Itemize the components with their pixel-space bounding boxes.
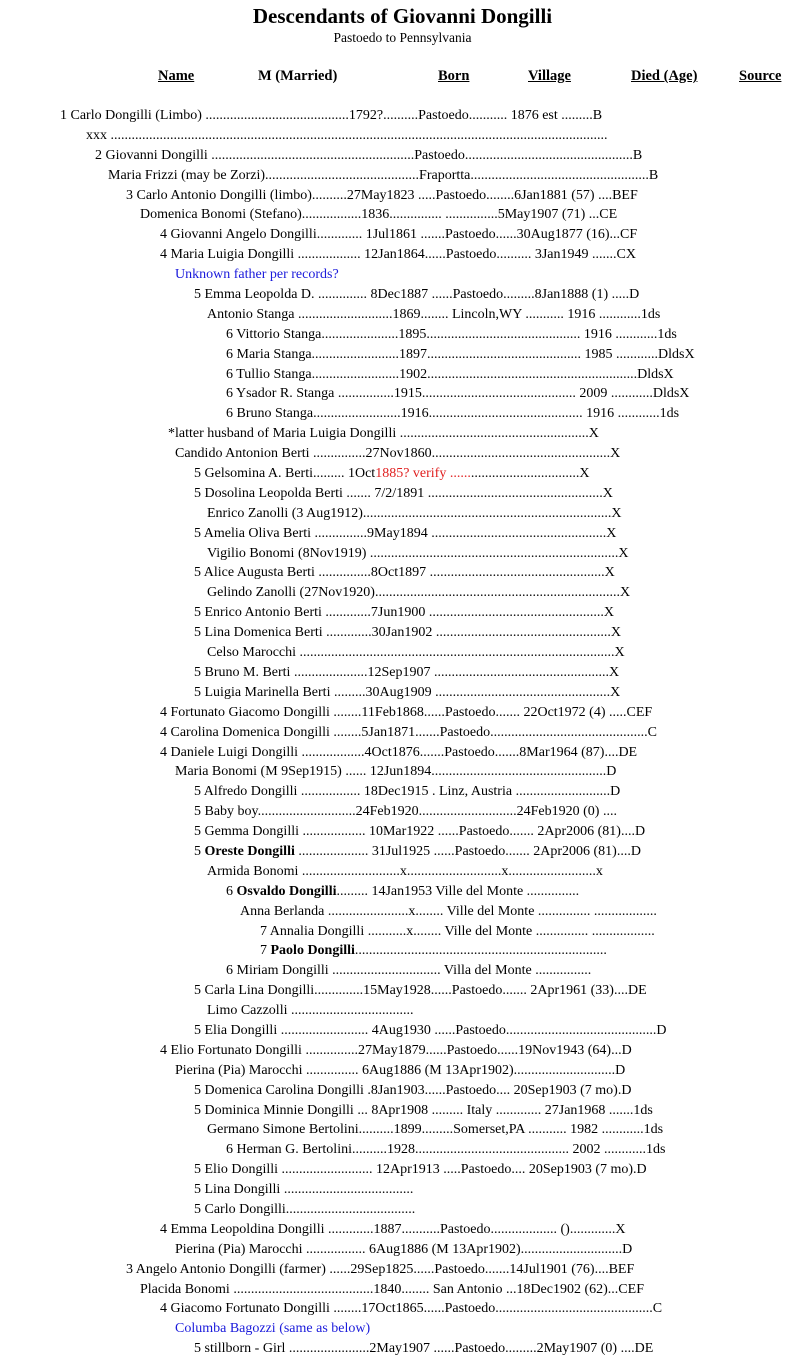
entry-text	[194, 981, 647, 1001]
entry-prefix: 5 Baby boy............................24Feb1920............................24Feb1920 (0) ....	[194, 804, 617, 820]
entry-prefix: Pierina (Pia) Marocchi ................. 6Aug1886 (M 13Apr1902).............................D	[175, 1241, 633, 1257]
entry-prefix: 3 Angelo Antonio Dongilli (farmer) ......29Sep1825......Pastoedo.......14Jul1901 (76)....BEF	[126, 1261, 635, 1277]
table-row	[0, 842, 805, 862]
entry-text	[194, 563, 615, 583]
entry-prefix: 6 Vittorio Stanga......................1895............................................ 1916 ............1ds	[226, 326, 677, 342]
table-row	[0, 345, 805, 365]
entry-prefix: Anna Berlanda .......................x........ Ville del Monte ............... ..................	[240, 903, 657, 919]
entry-prefix: 5 Emma Leopolda D. .............. 8Dec1887 ......Pastoedo.........8Jan1888 (1) .....D	[194, 287, 640, 303]
entry-prefix: 5 Bruno M. Berti .....................12Sep1907 ..................................................X	[194, 664, 620, 680]
table-row	[0, 106, 805, 126]
entry-prefix: 3 Carlo Antonio Dongilli (limbo)..........27May1823 .....Pastoedo........6Jan1881 (57) ....BEF	[126, 187, 638, 203]
document-title: Descendants of Giovanni Dongilli	[252, 4, 553, 28]
table-row	[0, 922, 805, 942]
entry-prefix: 5 Lina Domenica Berti .............30Jan1902 ..................................................X	[194, 625, 621, 641]
entry-text	[194, 1180, 413, 1200]
table-row	[0, 563, 805, 583]
table-row	[0, 703, 805, 723]
entry-text	[194, 1339, 653, 1359]
entry-prefix: 5 Dosolina Leopolda Berti ....... 7/2/1891 ..................................................X	[194, 485, 613, 501]
table-row	[0, 1299, 805, 1319]
table-row	[0, 1041, 805, 1061]
entry-prefix: 6 Maria Stanga.........................1897............................................ 1985 ............DldsX	[226, 346, 695, 362]
entry-text	[160, 225, 637, 245]
entry-prefix: 6 Miriam Dongilli ............................... Villa del Monte ................	[226, 963, 592, 979]
entry-text	[207, 862, 603, 882]
entry-text	[160, 1220, 625, 1240]
entry-prefix: 5 Carlo Dongilli.....................................	[194, 1201, 416, 1217]
entry-prefix: 5 Gemma Dongilli .................. 10Mar1922 ......Pastoedo....... 2Apr2006 (81)....D	[194, 824, 646, 840]
entry-suffix: ...............................X	[470, 466, 590, 482]
entry-text	[126, 1260, 634, 1280]
table-row	[0, 1339, 805, 1359]
entry-prefix: Limo Cazzolli ...................................	[207, 1003, 414, 1019]
entry-prefix: Domenica Bonomi (Stefano).................1836............... ...............5May1907 (71) ...CE	[140, 207, 618, 223]
entry-text	[226, 325, 677, 345]
table-row	[0, 1280, 805, 1300]
entry-text	[194, 484, 613, 504]
entry-text	[194, 603, 614, 623]
entry-text	[194, 623, 621, 643]
table-row	[0, 1220, 805, 1240]
table-row	[0, 166, 805, 186]
table-row	[0, 782, 805, 802]
table-row	[0, 524, 805, 544]
entry-bold-name: Osvaldo Dongilli	[236, 883, 337, 899]
table-row	[0, 583, 805, 603]
entry-bold-name: Paolo Dongilli	[270, 943, 355, 959]
table-row	[0, 146, 805, 166]
entry-prefix: 6 Herman G. Bertolini..........1928............................................ 2002 ............1ds	[226, 1142, 666, 1158]
entry-text	[194, 842, 641, 862]
entry-text	[175, 1319, 370, 1339]
table-row	[0, 265, 805, 285]
entry-text	[175, 762, 616, 782]
entry-prefix: Germano Simone Bertolini..........1899.........Somerset,PA ........... 1982 ............1ds	[207, 1122, 664, 1138]
table-row	[0, 1081, 805, 1101]
table-row	[0, 205, 805, 225]
entry-prefix: 7 Annalia Dongilli ...........x........ Ville del Monte ............... ..................	[260, 923, 655, 939]
table-row	[0, 1200, 805, 1220]
table-row	[0, 1101, 805, 1121]
table-row	[0, 424, 805, 444]
entry-prefix: Celso Marocchi ..........................................................................................X	[207, 645, 625, 661]
entry-text	[207, 1001, 413, 1021]
entry-text	[194, 822, 645, 842]
entry-prefix: 6 Bruno Stanga.........................1916............................................ 1916 ............1ds	[226, 406, 680, 422]
entry-prefix: 6 Tullio Stanga.........................1902............................................................DldsX	[226, 366, 674, 382]
entry-text	[175, 1240, 632, 1260]
entry-prefix: 5 Elio Dongilli .......................... 12Apr1913 .....Pastoedo.... 20Sep1903 (7 mo).D	[194, 1162, 647, 1178]
table-row	[0, 404, 805, 424]
table-row	[0, 822, 805, 842]
table-row	[0, 464, 805, 484]
entry-prefix: Placida Bonomi ........................................1840........ San Antonio ...18Dec1902 (62)...CEF	[140, 1281, 644, 1297]
entry-prefix: 5 Carla Lina Dongilli..............15May1928......Pastoedo....... 2Apr1961 (33)....DE	[194, 983, 647, 999]
entry-prefix: xxx ..............................................................................................................................................	[86, 127, 608, 143]
header-married: M (Married)	[258, 68, 338, 84]
table-row	[0, 325, 805, 345]
header-born: Born	[438, 68, 470, 84]
entry-text	[226, 961, 591, 981]
entry-text	[175, 444, 620, 464]
table-row	[0, 245, 805, 265]
entry-text	[95, 146, 642, 166]
header-source: Source	[739, 68, 782, 84]
table-row	[0, 663, 805, 683]
entry-flag: 1885? verify ......	[375, 466, 471, 482]
table-row	[0, 981, 805, 1001]
entry-prefix: 5 Elia Dongilli ......................... 4Aug1930 ......Pastoedo...........................................D	[194, 1022, 667, 1038]
entry-text	[194, 1101, 653, 1121]
table-row	[0, 444, 805, 464]
entry-prefix: 5 Alice Augusta Berti ...............8Oct1897 ..................................................X	[194, 565, 615, 581]
table-row	[0, 1260, 805, 1280]
table-row	[0, 285, 805, 305]
entry-text	[86, 126, 608, 146]
table-row	[0, 623, 805, 643]
entry-prefix: Armida Bonomi ............................x...........................x.........................x	[207, 863, 603, 879]
entry-text	[226, 882, 579, 902]
entry-bold-name: Oreste Dongilli	[204, 843, 295, 859]
entry-text	[226, 345, 695, 365]
entry-text	[60, 106, 602, 126]
table-row	[0, 1061, 805, 1081]
table-row	[0, 1160, 805, 1180]
entry-text	[260, 922, 655, 942]
entry-text	[207, 583, 630, 603]
entry-prefix: 4 Daniele Luigi Dongilli ..................4Oct1876.......Pastoedo.......8Mar1964 (87)....DE	[160, 744, 638, 760]
entry-text	[160, 1041, 632, 1061]
entry-prefix: 5 Dominica Minnie Dongilli ... 8Apr1908 ......... Italy ............. 27Jan1968 .......1ds	[194, 1102, 653, 1118]
entry-prefix: 2 Giovanni Dongilli ..........................................................Pastoedo................................................B	[95, 147, 643, 163]
entry-text	[140, 205, 617, 225]
entry-prefix: 6	[226, 883, 237, 899]
entry-suffix: .................... 31Jul1925 ......Pastoedo....... 2Apr2006 (81)....D	[294, 843, 641, 859]
entry-text	[126, 186, 638, 206]
entry-text	[207, 643, 625, 663]
entry-prefix: Columba Bagozzi (same as below)	[175, 1321, 371, 1337]
entry-text	[160, 1299, 662, 1319]
table-row	[0, 802, 805, 822]
entry-prefix: 4 Emma Leopoldina Dongilli .............1887...........Pastoedo................... ().............X	[160, 1221, 626, 1237]
table-row	[0, 743, 805, 763]
entry-prefix: 5	[194, 843, 205, 859]
table-row	[0, 504, 805, 524]
entry-text	[160, 723, 657, 743]
entry-prefix: 4 Giacomo Fortunato Dongilli ........17Oct1865......Pastoedo.............................................C	[160, 1301, 663, 1317]
entry-text	[194, 802, 617, 822]
entry-text	[108, 166, 658, 186]
table-row	[0, 643, 805, 663]
table-row	[0, 1180, 805, 1200]
entry-text	[207, 305, 660, 325]
entry-text	[194, 1200, 415, 1220]
table-row	[0, 1319, 805, 1339]
entry-suffix: ......... 14Jan1953 Ville del Monte ...............	[336, 883, 580, 899]
entry-text	[207, 544, 629, 564]
table-row	[0, 365, 805, 385]
table-row	[0, 1140, 805, 1160]
entry-prefix: 5 stillborn - Girl .......................2May1907 ......Pastoedo.........2May1907 (0) ....DE	[194, 1341, 654, 1357]
table-row	[0, 941, 805, 961]
entry-prefix: Pierina (Pia) Marocchi ............... 6Aug1886 (M 13Apr1902).............................D	[175, 1062, 626, 1078]
table-row	[0, 305, 805, 325]
entry-prefix: 5 Amelia Oliva Berti ...............9May1894 ..................................................X	[194, 525, 617, 541]
table-row	[0, 762, 805, 782]
entry-prefix: 5 Lina Dongilli .....................................	[194, 1182, 414, 1198]
entry-text	[207, 504, 622, 524]
entry-prefix: 4 Giovanni Angelo Dongilli............. 1Jul1861 .......Pastoedo......30Aug1877 (16)...CF	[160, 227, 638, 243]
document-subtitle: Pastoedo to Pennsylvania	[333, 30, 472, 45]
entry-prefix: 5 Enrico Antonio Berti .............7Jun1900 ..................................................X	[194, 605, 614, 621]
table-row	[0, 544, 805, 564]
entry-text	[194, 663, 619, 683]
entry-text	[175, 265, 339, 285]
table-row	[0, 1021, 805, 1041]
table-row	[0, 126, 805, 146]
entry-text	[226, 365, 674, 385]
entry-prefix: 7	[260, 943, 271, 959]
entry-text	[168, 424, 599, 444]
entry-text	[194, 683, 620, 703]
table-row	[0, 1120, 805, 1140]
entry-prefix: Maria Frizzi (may be Zorzi)............................................Fraportta...................................................B	[108, 167, 659, 183]
entry-prefix: 4 Carolina Domenica Dongilli ........5Jan1871.......Pastoedo.............................................C	[160, 724, 657, 740]
entry-text	[207, 1120, 663, 1140]
table-row	[0, 902, 805, 922]
entry-text	[240, 902, 657, 922]
entry-suffix: ........................................................................	[354, 943, 607, 959]
entry-text	[260, 941, 607, 961]
table-row	[0, 603, 805, 623]
entry-prefix: 5 Domenica Carolina Dongilli .8Jan1903......Pastoedo.... 20Sep1903 (7 mo).D	[194, 1082, 632, 1098]
header-name: Name	[158, 68, 195, 84]
table-row	[0, 1240, 805, 1260]
table-row	[0, 961, 805, 981]
entry-text	[140, 1280, 644, 1300]
entry-prefix: Antonio Stanga ...........................1869........ Lincoln,WY ........... 1916 ............1ds	[207, 306, 661, 322]
entry-prefix: Candido Antonion Berti ...............27Nov1860...................................................X	[175, 446, 621, 462]
entry-prefix: 5 Gelsomina A. Berti......... 1Oct	[194, 466, 376, 482]
entry-text	[194, 1021, 667, 1041]
entry-text	[194, 285, 639, 305]
entry-prefix: Gelindo Zanolli (27Nov1920)......................................................................X	[207, 585, 631, 601]
entry-prefix: 5 Luigia Marinella Berti .........30Aug1909 ..................................................X	[194, 684, 621, 700]
entry-prefix: 4 Fortunato Giacomo Dongilli ........11Feb1868......Pastoedo....... 22Oct1972 (4) .....CEF	[160, 704, 653, 720]
table-row	[0, 384, 805, 404]
table-row	[0, 186, 805, 206]
entry-text	[194, 1081, 631, 1101]
entry-prefix: Maria Bonomi (M 9Sep1915) ...... 12Jun1894..................................................D	[175, 764, 617, 780]
entry-text	[194, 1160, 647, 1180]
entry-prefix: Enrico Zanolli (3 Aug1912).......................................................................X	[207, 505, 622, 521]
entry-prefix: 6 Ysador R. Stanga ................1915............................................ 2009 ............DldsX	[226, 386, 690, 402]
table-row	[0, 882, 805, 902]
entry-text	[226, 1140, 665, 1160]
entry-text	[226, 384, 689, 404]
entry-prefix: Unknown father per records?	[175, 267, 339, 283]
entry-text	[160, 743, 637, 763]
entry-prefix: Vigilio Bonomi (8Nov1919) .......................................................................X	[207, 545, 629, 561]
entry-prefix: *latter husband of Maria Luigia Dongilli ......................................................X	[168, 426, 599, 442]
header-village: Village	[528, 68, 571, 84]
entry-text	[194, 464, 589, 484]
entry-text	[160, 245, 636, 265]
entry-text	[175, 1061, 625, 1081]
descendant-list	[0, 106, 805, 1359]
entry-prefix: 4 Maria Luigia Dongilli .................. 12Jan1864......Pastoedo.......... 3Jan1949 .......CX	[160, 247, 636, 263]
table-row	[0, 862, 805, 882]
table-row	[0, 723, 805, 743]
entry-prefix: 4 Elio Fortunato Dongilli ...............27May1879......Pastoedo......19Nov1943 (64)...D	[160, 1042, 632, 1058]
entry-text	[160, 703, 652, 723]
table-row	[0, 1001, 805, 1021]
table-row	[0, 225, 805, 245]
table-row	[0, 484, 805, 504]
entry-prefix: 1 Carlo Dongilli (Limbo) .........................................1792?..........Pastoedo........... 1876 est .........B	[60, 108, 603, 123]
entry-text	[226, 404, 679, 424]
header-died: Died (Age)	[631, 68, 698, 84]
entry-text	[194, 524, 616, 544]
table-row	[0, 683, 805, 703]
entry-text	[194, 782, 620, 802]
entry-prefix: 5 Alfredo Dongilli ................. 18Dec1915 . Linz, Austria ...........................D	[194, 784, 621, 800]
